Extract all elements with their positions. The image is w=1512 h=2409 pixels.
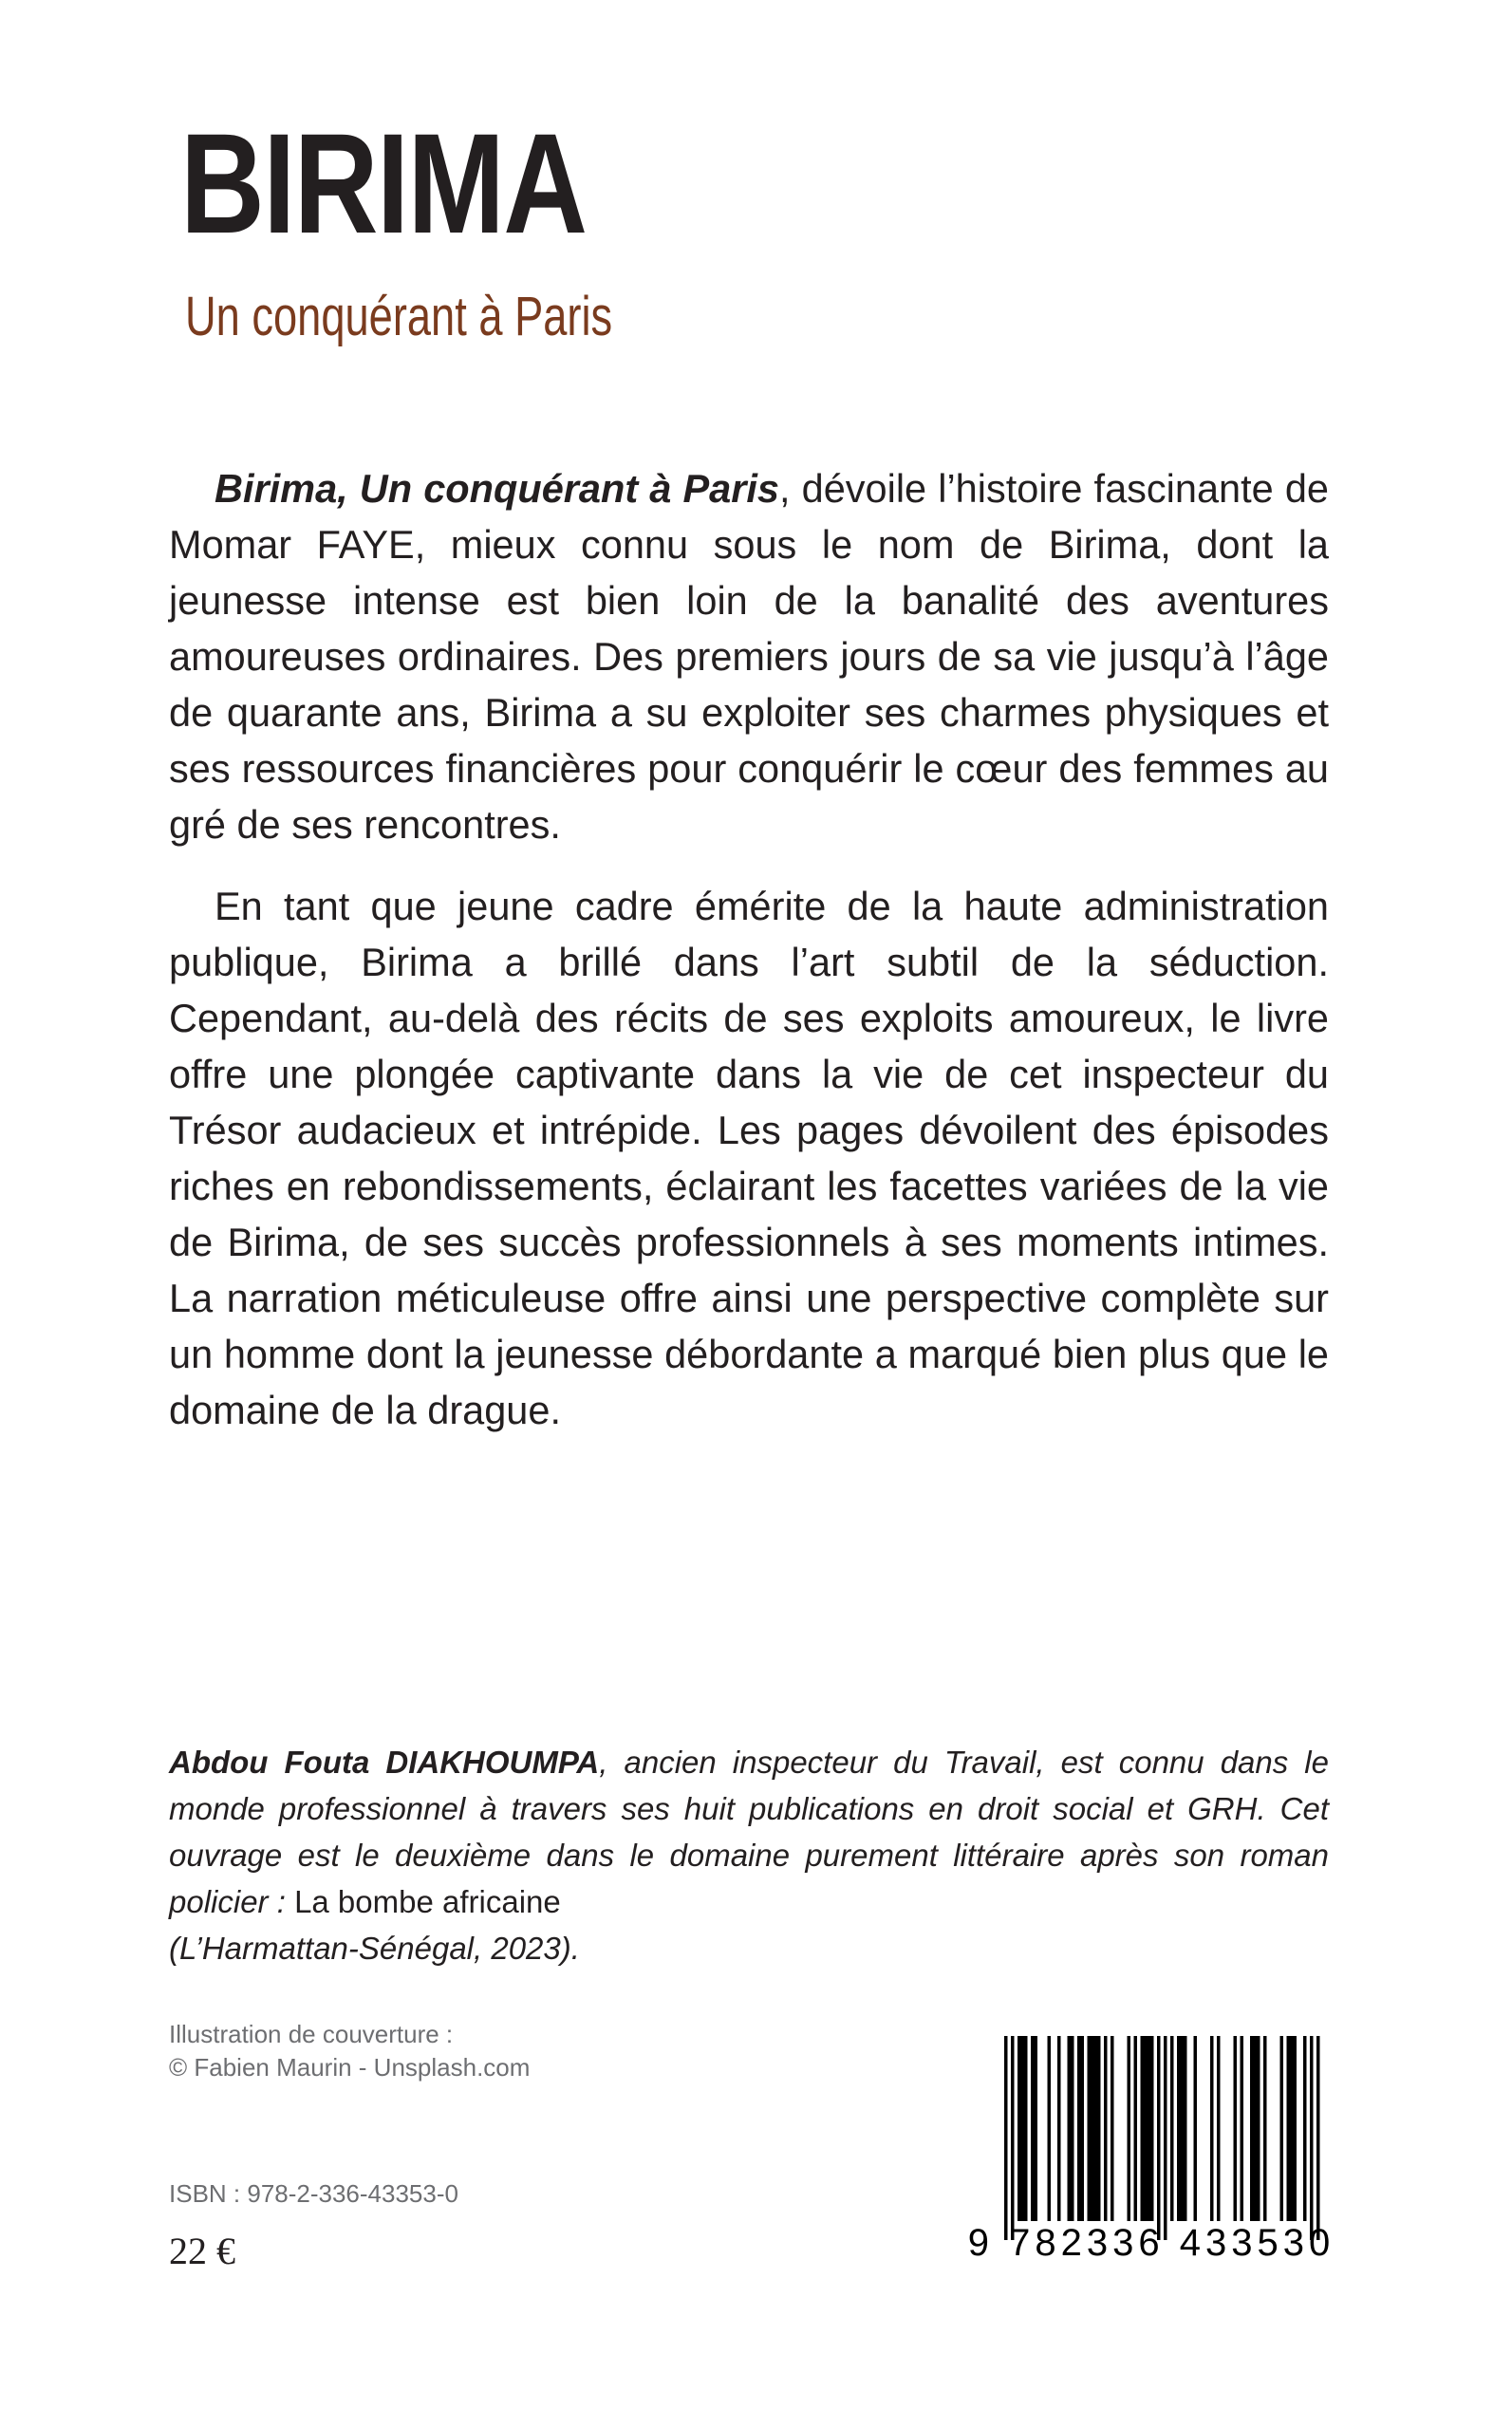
barcode-bar xyxy=(1057,2036,1061,2221)
barcode-bar xyxy=(1021,2036,1025,2221)
isbn: ISBN : 978-2-336-43353-0 xyxy=(169,2179,458,2208)
barcode-bar xyxy=(1170,2036,1174,2221)
barcode-bar xyxy=(1081,2036,1085,2221)
author-previous-book: La bombe africaine xyxy=(294,1884,561,1919)
barcode-bar xyxy=(1134,2036,1138,2221)
barcode-bar xyxy=(1091,2036,1094,2221)
author-bio-text: , ancien inspecteur du Travail, est connu dans le monde professionnel à travers ses huit publications en droit social et GRH. Cet ouvrage est le deuxième dans le domaine purement littéraire après son roman policier : xyxy=(169,1745,1329,1919)
barcode-bar xyxy=(1148,2036,1151,2221)
barcode-bar xyxy=(1150,2036,1154,2221)
barcode-bar xyxy=(1011,2036,1015,2240)
book-subtitle: Un conquérant à Paris xyxy=(185,286,613,347)
barcode-bar xyxy=(1241,2036,1244,2221)
barcode-bar xyxy=(1141,2036,1145,2221)
barcode-bar xyxy=(1184,2036,1187,2221)
barcode-bar xyxy=(1031,2036,1035,2221)
barcode-bar xyxy=(1316,2036,1320,2240)
summary-paragraph-2: En tant que jeune cadre émérite de la haute administration publique, Birima a brillé dans l’art subtil de la séduction. Cependant, au-delà des récits de ses exploits amoureux, le livre offre une plongée captivante dans la vie de cet inspecteur du Trésor audacieux et intrépide. Les pages dévoilent des épisodes riches en rebondissements, éclairant les facettes variées de la vie de Birima, de ses succès professionnels à ses moments intimes. La narration méticuleuse offre ainsi une perspective complète sur un homme dont la jeunesse débordante a marqué bien plus que le domaine de la drague. xyxy=(169,884,1329,1432)
illustration-credits xyxy=(169,2018,530,2084)
barcode-bar xyxy=(1257,2036,1260,2221)
barcode-bar xyxy=(1004,2036,1008,2240)
barcode-bar xyxy=(1035,2036,1038,2221)
barcode-bar xyxy=(1111,2036,1114,2221)
book-title: BIRIMA xyxy=(180,103,587,263)
barcode-bar xyxy=(1290,2036,1294,2221)
price: 22 € xyxy=(169,2230,235,2272)
barcode-bar xyxy=(1144,2036,1148,2221)
barcode-bar xyxy=(1217,2036,1221,2221)
barcode-bar xyxy=(1157,2036,1161,2240)
author-publisher-note: (L’Harmattan-Sénégal, 2023). xyxy=(169,1931,580,1966)
barcode xyxy=(966,2036,1336,2273)
barcode-bar xyxy=(1210,2036,1214,2221)
summary-text xyxy=(169,460,1329,1438)
barcode-bar xyxy=(1177,2036,1181,2221)
barcode-bar xyxy=(1048,2036,1052,2221)
barcode-bar xyxy=(1287,2036,1291,2221)
barcode-bar xyxy=(1071,2036,1074,2221)
barcode-bar xyxy=(1068,2036,1072,2221)
author-name: Abdou Fouta DIAKHOUMPA xyxy=(169,1745,600,1780)
barcode-bar xyxy=(1024,2036,1028,2221)
barcode-bar xyxy=(1263,2036,1267,2221)
barcode-bar xyxy=(1310,2036,1314,2240)
barcode-bar xyxy=(1250,2036,1254,2221)
barcode-bar xyxy=(1128,2036,1131,2221)
barcode-bar xyxy=(1164,2036,1167,2240)
barcode-bar xyxy=(1104,2036,1108,2221)
barcode-number: 9 782336 433530 xyxy=(967,2222,1335,2264)
credits-label: Illustration de couverture : xyxy=(169,2020,454,2048)
barcode-bar xyxy=(1280,2036,1284,2221)
barcode-bar xyxy=(1097,2036,1101,2221)
barcode-bar xyxy=(1254,2036,1258,2221)
barcode-bar xyxy=(1303,2036,1307,2221)
author-bio xyxy=(169,1739,1329,1971)
barcode-bar xyxy=(1077,2036,1081,2221)
barcode-bar xyxy=(1017,2036,1021,2221)
barcode-bar xyxy=(1294,2036,1297,2221)
barcode-bar xyxy=(1181,2036,1185,2221)
summary-book-title: Birima, Un conquérant à Paris xyxy=(215,466,779,511)
barcode-bar xyxy=(1094,2036,1098,2221)
barcode-bar xyxy=(1088,2036,1092,2221)
summary-paragraph-1-text: , dévoile l’histoire fascinante de Momar FAYE, mieux connu sous le nom de Birima, dont la jeunesse intense est bien loin de la banalité des aventures amoureuses ordinaires. Des premiers jours de sa vie jusqu’à l’âge de quarante ans, Birima a su exploiter ses charmes physiques et ses ressources financières pour conquérir le cœur des femmes au gré de ses rencontres. xyxy=(169,466,1329,847)
barcode-bar xyxy=(1234,2036,1238,2221)
credits-source: © Fabien Maurin - Unsplash.com xyxy=(169,2053,531,2082)
barcode-bar xyxy=(1194,2036,1198,2221)
summary-paragraph-1 xyxy=(169,460,1329,852)
